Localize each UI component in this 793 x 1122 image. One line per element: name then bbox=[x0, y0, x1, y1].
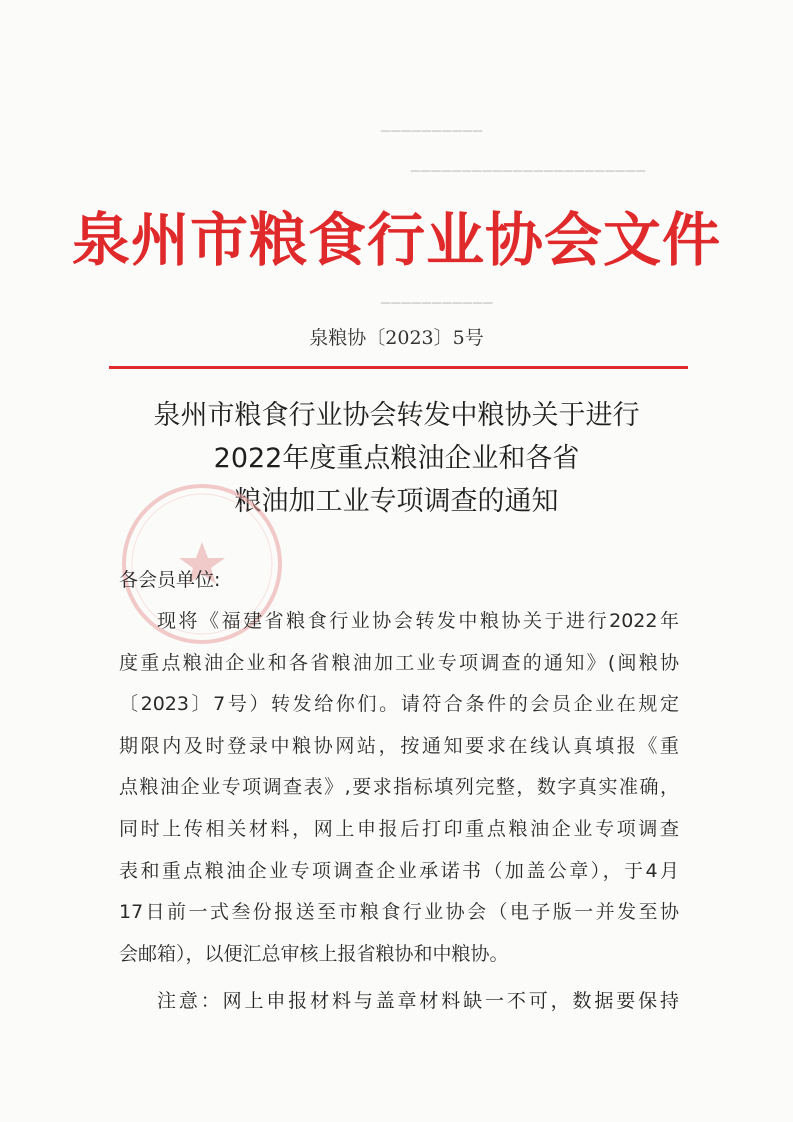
header-divider bbox=[109, 366, 688, 369]
note-line: 注意：网上申报材料与盖章材料缺一不可，数据要保持 bbox=[157, 990, 679, 1012]
notice-title-line: 2022年度重点粮油企业和各省 bbox=[213, 443, 580, 474]
notice-title-line: 泉州市粮食行业协会转发中粮协关于进行 bbox=[153, 400, 640, 431]
body-line: 表和重点粮油企业专项调查企业承诺书（加盖公章），于4月 bbox=[119, 859, 679, 882]
bleed-through-text: ▁▁▁▁▁▁▁▁▁▁ bbox=[380, 118, 483, 132]
notice-title-line: 粮油加工业专项调查的通知 bbox=[234, 486, 559, 517]
body-paragraph bbox=[119, 601, 679, 975]
body-line: 度重点粮油企业和各省粮油加工业专项调查的通知》(闽粮协 bbox=[119, 651, 679, 674]
body-line: 现将《福建省粮食行业协会转发中粮协关于进行2022年 bbox=[157, 610, 679, 632]
body-line: 〔2023〕7号）转发给你们。请符合条件的会员企业在规定 bbox=[119, 693, 679, 716]
bleed-through-text: ▁▁▁▁▁▁▁▁▁▁▁ bbox=[380, 290, 493, 304]
body-line: 期限内及时登录中粮协网站，按通知要求在线认真填报《重 bbox=[119, 734, 679, 757]
body-line: 会邮箱），以便汇总审核上报省粮协和中粮协。 bbox=[119, 942, 509, 965]
document-header-title: 泉州市粮食行业协会文件 bbox=[71, 206, 721, 274]
body-line: 17日前一式叁份报送至市粮食行业协会（电子版一并发至协 bbox=[119, 901, 679, 924]
document-number: 泉粮协〔2023〕5号 bbox=[309, 327, 484, 349]
bleed-through-text: ▁▁▁▁▁▁▁▁▁▁▁▁▁▁▁▁▁▁▁▁▁▁▁ bbox=[410, 158, 646, 172]
body-line: 点粮油企业专项调查表》,要求指标填列完整，数字真实准确， bbox=[119, 776, 679, 799]
salutation: 各会员单位: bbox=[119, 569, 221, 591]
body-line: 同时上传相关材料，网上申报后打印重点粮油企业专项调查 bbox=[119, 817, 679, 840]
